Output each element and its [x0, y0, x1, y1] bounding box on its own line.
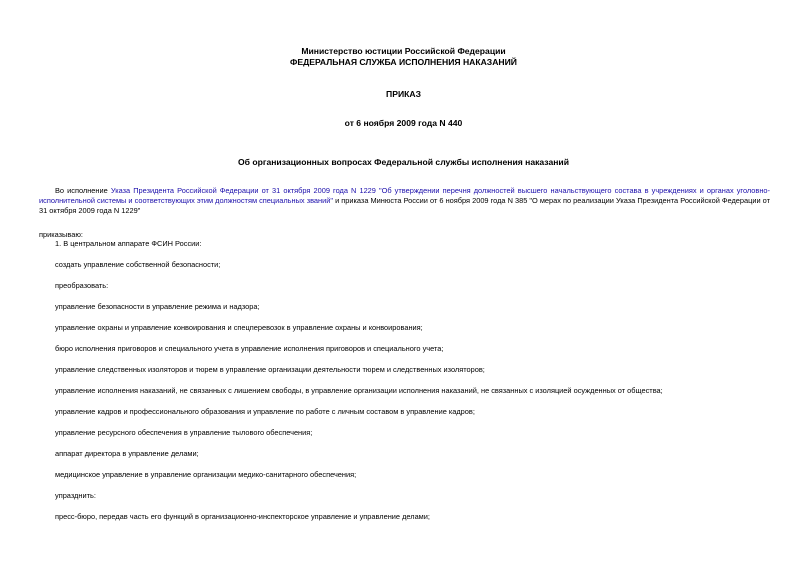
document-title: Об организационных вопросах Федеральной службы исполнения наказаний — [238, 157, 569, 167]
preamble-paragraph — [39, 186, 770, 216]
list-item: управление ресурсного обеспечения в управление тылового обеспечения; — [55, 428, 313, 437]
list-item: 1. В центральном аппарате ФСИН России: — [55, 239, 202, 248]
list-item: управление исполнения наказаний, не связанных с лишением свободы, в управление организации исполнения наказаний, не связанных с изоляцией осужденных от общества; — [55, 386, 663, 395]
service-heading: ФЕДЕРАЛЬНАЯ СЛУЖБА ИСПОЛНЕНИЯ НАКАЗАНИЙ — [290, 57, 517, 67]
list-item: управление безопасности в управление режима и надзора; — [55, 302, 260, 311]
list-item: управление кадров и профессионального образования и управление по работе с личным составом в управление кадров; — [55, 407, 475, 416]
list-item: управление охраны и управление конвоирования и спецперевозок в управление охраны и конвоирования; — [55, 323, 423, 332]
decree-link[interactable]: Указа Президента Российской Федерации от 31 октября 2009 года N 1229 "Об утверждении перечня должностей высшего начальствующего состава в учреждениях и органах уголовно-исполнительной системы и соответствующих этим должностям специальных званий" — [39, 186, 770, 205]
order-word: приказываю: — [39, 230, 83, 239]
list-item: бюро исполнения приговоров и специального учета в управление исполнения приговоров и специального учета; — [55, 344, 444, 353]
list-item: управление следственных изоляторов и тюрем в управление организации деятельности тюрем и следственных изоляторов; — [55, 365, 485, 374]
document-date: от 6 ноября 2009 года N 440 — [344, 118, 463, 128]
document-type: ПРИКАЗ — [386, 89, 421, 99]
ministry-heading: Министерство юстиции Российской Федерации — [301, 46, 506, 56]
list-item: упразднить: — [55, 491, 96, 500]
list-item: преобразовать: — [55, 281, 109, 290]
list-item: пресс-бюро, передав часть его функций в организационно-инспекторское управление и управление делами; — [55, 512, 430, 521]
list-item: аппарат директора в управление делами; — [55, 449, 199, 458]
list-item: медицинское управление в управление организации медико-санитарного обеспечения; — [55, 470, 357, 479]
preamble-lead: Во исполнение — [55, 186, 111, 195]
preamble-rest: и приказа Минюста России от 6 ноября 2009 года N 385 "О мерах по реализации Указа Президента Российской Федерации от 31 октября 2009 года N 1229" — [39, 196, 771, 215]
list-item: создать управление собственной безопасности; — [55, 260, 221, 269]
